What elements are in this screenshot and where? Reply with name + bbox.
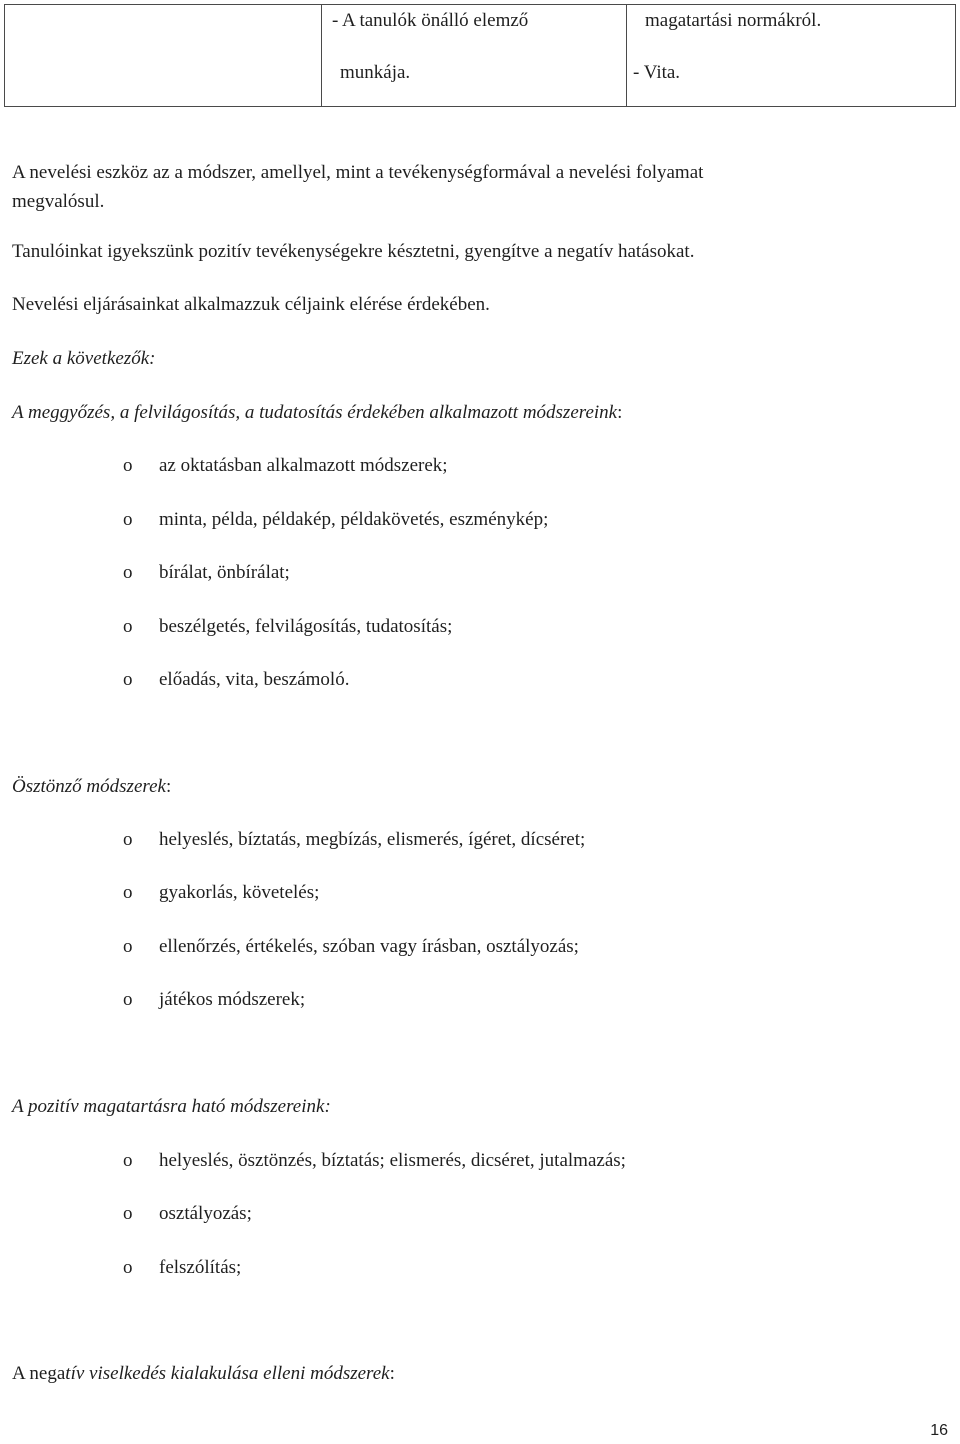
list-item-text: ellenőrzés, értékelés, szóban vagy írásban, osztályozás; [159,936,579,957]
table-cell-3 [627,5,956,107]
list-item-text: az oktatásban alkalmazott módszerek; [159,455,448,476]
list-item-text: bírálat, önbírálat; [159,562,290,583]
section-2-title-colon: : [165,776,172,797]
section-4-title [12,1364,395,1383]
bullet-icon: o [123,1257,133,1278]
section-1-title-text: A meggyőzés, a felvilágosítás, a tudatosítás érdekében alkalmazott módszereink [12,402,618,423]
bullet-icon: o [123,669,133,690]
section-1-title [12,403,622,422]
bullet-icon: o [123,829,133,850]
section-4-title-start: A nega [12,1363,66,1384]
list-item-text: előadás, vita, beszámoló. [159,669,350,690]
section-2-title-text: Ösztönző módszerek [12,776,166,797]
table-cell-3-line-1: magatartási normákról. [645,10,822,31]
table-cell-2 [322,5,627,107]
section-3-title: A pozitív magatartásra ható módszereink: [12,1096,331,1117]
section-1-title-colon: : [617,402,623,423]
paragraph-2: Tanulóinkat igyekszünk pozitív tevékenységekre késztetni, gyengítve a negatív hatásokat. [12,241,695,262]
section-heading: Ezek a következők: [12,348,156,369]
bullet-icon: o [123,562,133,583]
bullet-icon: o [123,616,133,637]
list-item-text: beszélgetés, felvilágosítás, tudatosítás; [159,616,453,637]
list-item-text: helyeslés, bíztatás, megbízás, elismerés, ígéret, dícséret; [159,829,586,850]
list-item-text: játékos módszerek; [159,989,306,1010]
bullet-icon: o [123,882,133,903]
table-cell-2-line-2: munkája. [340,62,411,83]
bullet-icon: o [123,989,133,1010]
table-cell-2-line-1: - A tanulók önálló elemző [332,10,529,31]
paragraph-1-line-2: megvalósul. [12,191,105,212]
bullet-icon: o [123,1150,133,1171]
paragraph-3: Nevelési eljárásainkat alkalmazzuk céljaink elérése érdekében. [12,294,490,315]
list-item-text: gyakorlás, követelés; [159,882,320,903]
section-4-title-colon: : [389,1363,395,1384]
section-4-title-text: tív viselkedés kialakulása elleni módszerek [65,1363,390,1384]
bullet-icon: o [123,509,133,530]
table-cell-3-line-2: - Vita. [633,62,681,83]
section-2-title [12,777,171,796]
bullet-icon: o [123,1203,133,1224]
bullet-icon: o [123,936,133,957]
list-item-text: minta, példa, példakép, példakövetés, eszménykép; [159,509,549,530]
list-item-text: osztályozás; [159,1203,252,1224]
table-cell-1 [5,5,322,107]
paragraph-1-line-1: A nevelési eszköz az a módszer, amellyel, mint a tevékenységformával a nevelési folyamat [12,162,704,183]
methods-table [4,4,956,107]
list-item-text: felszólítás; [159,1257,242,1278]
page-number: 16 [930,1422,948,1439]
list-item-text: helyeslés, ösztönzés, bíztatás; elismerés, dicséret, jutalmazás; [159,1150,626,1171]
bullet-icon: o [123,455,133,476]
